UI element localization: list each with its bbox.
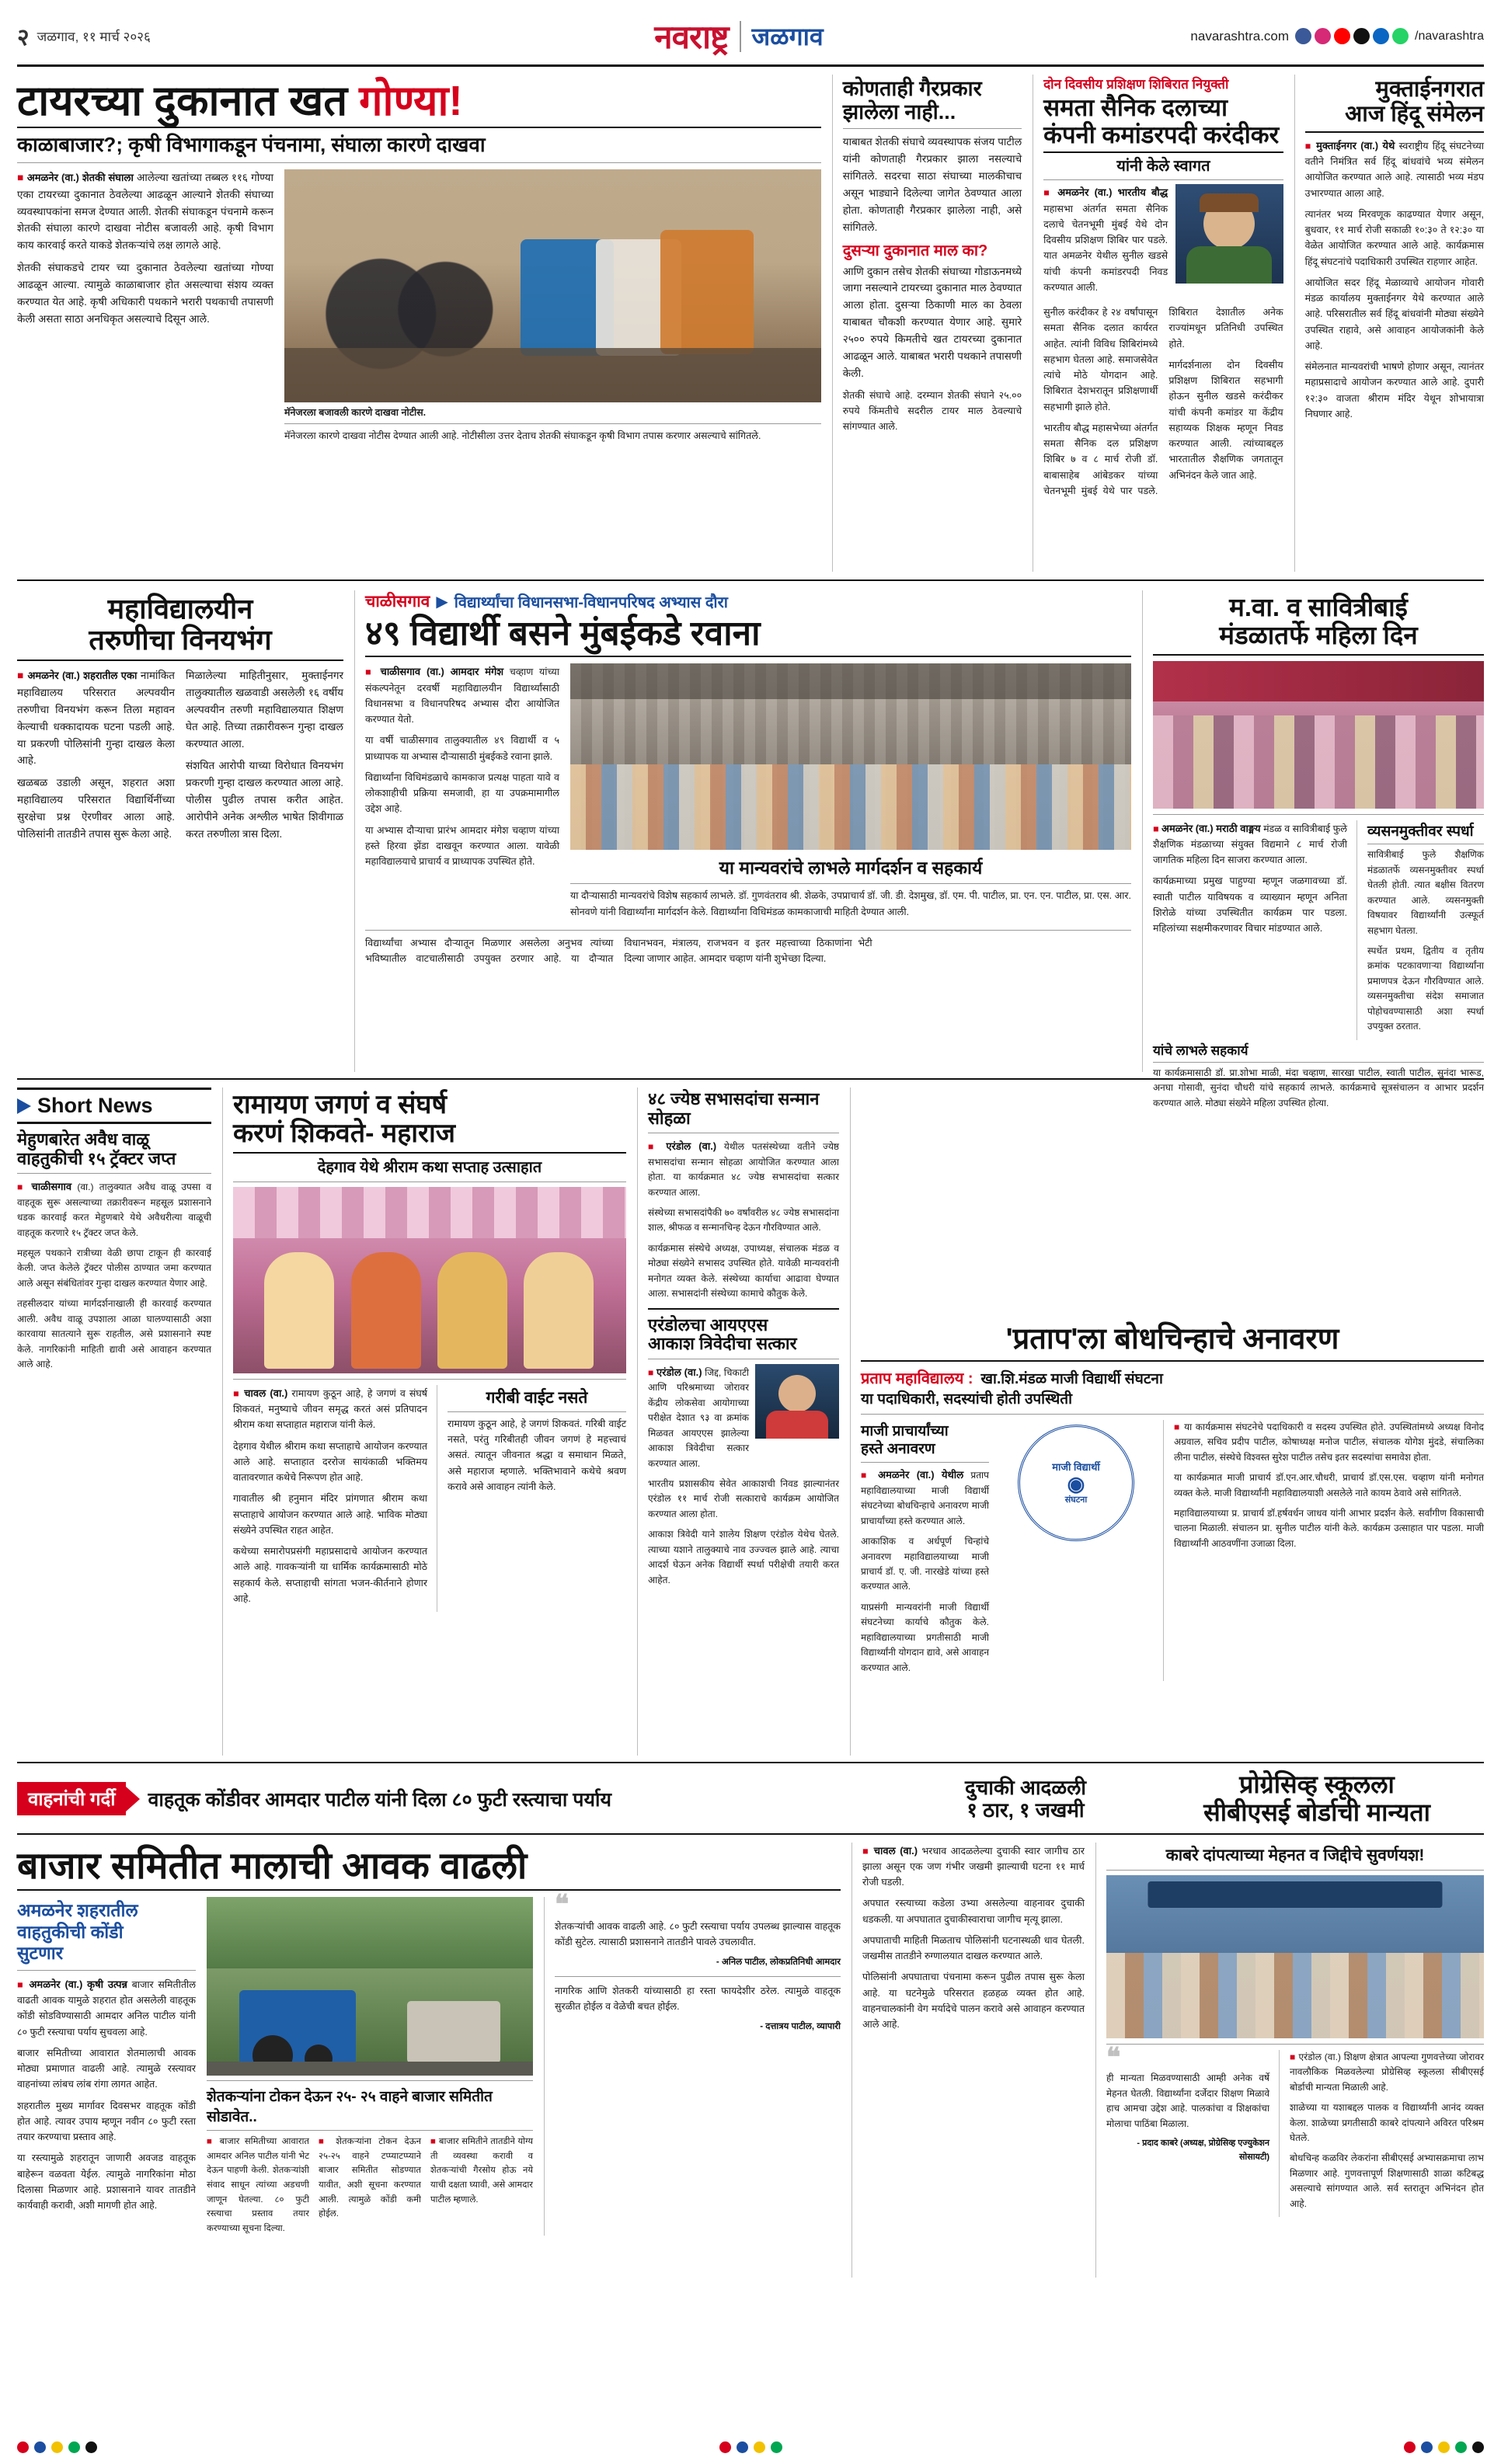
dots-right [1404,2441,1484,2453]
ramayan-headline: रामायण जगणं व संघर्ष करणं शिकवते- महाराज [233,1090,455,1149]
progressive-quote: ❝ ही मान्यता मिळवण्यासाठी आम्ही अनेक वर्षे मेहनत घेतली. विद्यार्थ्यांना दर्जेदार शिक्षण मिळावे हाच आमचा उद्देश आहे. पालकांचा व शिक्षकांचा मोलाचा पाठिंबा मिळाला. - प्रदाद काबरे (अध्यक्ष, प्रोग्रेसिव्ह एज्युकेशन सोसायटी) [1106,2050,1269,2217]
duchaki-p4: पोलिसांनी अपघाताचा पंचनामा करून पुढील तपास सुरू केला आहे. या घटनेमुळे परिसरात हळहळ व्यक्त होत आहे. वाहनचालकांनी वेग मर्यादेचे पालन करावे असे आवाहन करण्यात आले आहे. [862,1972,1085,2031]
short-news-title: Short News [37,1094,153,1117]
edition-name: जळगाव [751,23,824,50]
duchaki-headline: दुचाकी आदळली १ ठार, १ जखमी [964,1775,1087,1822]
banner-arrow-icon [126,1787,140,1811]
shortnews-p2: महसूल पथकाने रात्रीच्या वेळी छापा टाकून ही कारवाई केली. जप्त केलेले ट्रॅक्टर पोलीस ठाण्यात जमा करण्यात आले असून संबंधितांवर गुन्हा दाखल करण्यात येणार आहे. [17,1248,211,1289]
students-p2: या वर्षी चाळीसगाव तालुक्यातील ४९ विद्यार्थी व ५ प्राध्यापक या अभ्यास दौऱ्यासाठी मुंबईकडे रवाना झाले. [365,735,559,762]
pratap-sub-left-1: प्रताप महाविद्यालय : [861,1369,973,1387]
ias-portrait [755,1364,839,1439]
twitter-icon[interactable] [1353,28,1370,44]
bazar-subhead: अमळनेर शहरातील वाहतुकीची कोंडी सुटणार [17,1900,138,1964]
duchaki-p2: अपघात रस्त्याच्या कडेला उभ्या असलेल्या वाहनावर दुचाकी धडकली. या अपघातात दुचाकीस्वाराचा जागीच मृत्यू झाला. [862,1898,1085,1925]
social-handle: /navarashtra [1415,29,1484,43]
progressive-p3: बोधचिन्ह कळविर लेकरांना सीबीएसई अभ्यासक्रमाचा लाभ मिळणार आहे. गुणवत्तापूर्ण शिक्षणासाठी शाळा कटिबद्ध असल्याचे सांगण्यात आले. सर्व स्तरातून अभिनंदन होत आहे. [1290,2153,1484,2209]
bazar-quote-1-author: - अनिल पाटील, लोकप्रतिनिधी आमदार [716,1958,841,1968]
vyasan-head: व्यसनमुक्तीवर स्पर्धा [1367,823,1474,840]
lead-paragraph-2: शेतकी संघाकडचे टायर च्या दुकानात ठेवलेल्या खतांच्या गोण्या आढळून आल्या. त्यामुळे काळाबाजार होत असल्याचा संशय व्यक्त करण्यात येत आहे. कृषी अधिकारी पथकाने भरारी पथकाची तपासणी केली असता साठा अनधिकृत असल्याचे दिसून आले. [17,262,273,325]
progressive-headline: प्रोग्रेसिव्ह स्कूलला सीबीएसई बोर्डाची मान्यता [1203,1770,1430,1826]
ias-p3: आकाश त्रिवेदी याने शालेय शिक्षण एरंडोल येथेच घेतले. त्याच्या यशाने तालुक्याचे नाव उज्ज्वल झाले आहे. त्याचा आदर्श घेऊन अनेक विद्यार्थी स्पर्धा परीक्षेची तयारी करत आहेत. [648,1529,839,1585]
linkedin-icon[interactable] [1373,28,1389,44]
bazar-p4: या रस्त्यामुळे शहरातून जाणारी अवजड वाहतूक बाहेरून वळवता येईल. त्यामुळे नागरिकांना मोठा दिलासा मिळणार आहे. प्रशासनाने यावर तातडीने कार्यवाही करावी, अशी मागणी होत आहे. [17,2153,196,2212]
second-shop-subhead: दुसऱ्या दुकानात माल का? [842,242,988,259]
second-shop-cap: शेतकी संघाचे आहे. दरम्यान शेतकी संघाने २५.०० रुपये किंमतीचे सदरील टायर माल ठेवल्याचे सांगण्यात आले. [842,389,1022,433]
lead-photo-caption: मॅनेजरला बजावली कारणे दाखवा नोटीस. [284,406,427,418]
short-news-header [17,1088,211,1124]
lead-caption-text: मॅनेजरला कारणे दाखवा नोटीस देण्यात आली आहे. नोटीसीला उत्तर देताच शेतकी संघाकडून कृषी विभाग तपास करणार असल्याचे सांगितले. [284,430,761,442]
pratap-p3: याप्रसंगी मान्यवरांनी माजी विद्यार्थी संघटनेच्या कार्याचे कौतुक केले. महाविद्यालयाच्या प्रगतीसाठी माजी विद्यार्थ्यांनी योगदान द्यावे, असे आवाहन करण्यात आले. [861,1601,989,1673]
masthead [17,14,1484,67]
lead-subhead: काळाबाजार?; कृषी विभागाकडून पंचनामा, संघाला कारणे दाखवा [17,132,486,156]
mahila-photo [1153,661,1484,809]
garibi-head: गरीबी वाईट नसते [486,1388,588,1407]
story-ias: एरंडोलचा आयएएस आकाश त्रिवेदीचा सत्कार ■ एरंडोल (वा.) जिद्द, चिकाटी आणि परिश्रमाच्या जोरावर केंद्रीय लोकसेवा आयोगाच्या परीक्षेत देशात ९३ वा क्रमांक मिळवत आयएएस झालेल्या आकाश त्रिवेदीचा सत्कार करण्यात आला. भारतीय प्रशासकीय सेवेत आकाशची निवड झाल्यानंतर एरंडोल ११ मार्च रोजी सत्काराचे कार्यक्रम आयोजित करण्यात आला होता. आकाश त्रिवेदी याने शालेय शिक्षण एरंडोल येथेच घेतले. त्याच्या यशाने तालुक्याचे नाव उज्ज्वल झाले आहे. त्याचा आदर्श घेऊन अनेक विद्यार्थी स्पर्धा परीक्षेची तयारी करत आहेत. [648,1316,839,1588]
story-second-shop [832,75,1022,572]
lead-text-col: ■ अमळनेर (वा.) शेतकी संघाला आलेल्या खतांच्या तब्बल ११६ गोण्या एका टायरच्या दुकानात ठेवलेल्या आढळून आल्याने शेतकी संघाच्या व्यवस्थापकांना समज देण्यात आली. शेतकी संघाकडून पंचनामे करून शेतकी संघाला कारणे दाखवा नोटीस बजावली आहे. कृषी विभाग काय कारवाई करते याकडे शेतकऱ्यांचे लक्ष लागले आहे. शेतकी संघाकडचे टायर च्या दुकानात ठेवलेल्या खतांच्या गोण्या आढळून आल्या. त्यामुळे काळाबाजार होत असल्याचा संशय व्यक्त करण्यात येत आहे. कृषी अधिकारी पथकाने भरारी पथकाची तपासणी केली असता साठा अनधिकृत असल्याचे दिसून आले. [17,169,273,450]
page-number: २ [17,25,30,50]
college-p2: खळबळ उडाली असून, शहरात अशा महाविद्यालय परिसरात विद्यार्थिनींच्या सुरक्षेचा प्रश्न ऐरणीवर आला आहे. पोलिसांनी तातडीने तपास सुरू केला आहे. [17,777,175,840]
students-photo [570,663,1131,850]
bazar-quote-2-author: - दत्तात्रय पाटील, व्यापारी [760,2022,841,2032]
logo-divider [740,21,741,52]
students-photo-caption: या मान्यवरांचे लाभले मार्गदर्शन व सहकार्य [719,858,983,879]
students-kicker-place: चाळीसगाव [365,593,430,611]
bazar-quote-1: ❝ शेतकऱ्यांची आवक वाढली आहे. ८० फुटी रस्त्याचा पर्याय उपलब्ध झाल्यास वाहतूक कोंडी सुटेल. त्यासाठी प्रशासनाने तातडीने पावले उचलावीत. - अनिल पाटील, लोकप्रतिनिधी आमदार [555,1897,841,1969]
social-icons[interactable] [1295,28,1409,44]
samata-p3: भारतीय बौद्ध महासभेच्या अंतर्गत समता सैनिक दल प्रशिक्षण शिबिर ७ व ८ मार्च रोजी डॉ. बाबासाहेब आंबेडकर यांच्या चेतनभूमी मुंबई येथे पार पडले. शिबिरात देशातील अनेक राज्यांमधून प्रतिनिधी उपस्थित होते. [1043,307,1283,496]
progressive-quote-author: - प्रदाद काबरे (अध्यक्ष, प्रोग्रेसिव्ह एज्युकेशन सोसायटी) [1137,2139,1269,2162]
story-pratap: 'प्रताप'ला बोधचिन्हाचे अनावरण प्रताप महाविद्यालय : खा.शि.मंडळ माजी विद्यार्थी संघटना या पदाधिकारी, सदस्यांची होती उपस्थिती माजी प्राचार्यांच्या हस्ते अनावरण ■ अमळनेर (वा.) येथील प्रताप महाविद्यालयाच्या माजी विद्यार्थी संघटनेच्या बोधचिन्हाचे अनावरण माजी प्राचार्यांच्या हस्ते करण्यात आले. आकाशिक व अर्धपूर्ण चिन्हांचे अनावरण महाविद्यालयाच्या माजी प्राचार्य डॉ. ए. जी. नारखेडे यांच्या हस्ते करण्यात आले. याप्रसंगी मान्यवरांनी माजी विद्यार्थी संघटनेच्या कार्याचे कौतुक केले. महाविद्यालयाच्या प्रगतीसाठी माजी विद्यार्थ्यांनी योगदान द्यावे, असे आवाहन करण्यात आले. माजी विद्यार्थी ◉ संघटना ■ या कार्यक्रमास संघटनेचे पदाधिकारी व सदस्य उपस्थित होते. उपस्थितांमध्ये अध्यक्ष विनोद अग्रवाल, सचिव प्रदीप पाटील, कोषाध्यक्ष मनोज पाटील, संचालक योगेश मुंदडे, संचालिका लीना पाटील, संस्थेचे विश्वस्त सुरेश पाटील तसेच इतर सदस्यांचा समावेश होता. या कार्यक्रमात माजी प्राचार्य डॉ.एन.आर.चौधरी, प्राचार्य डॉ.एस.एस. चव्हाण यांनी मनोगत व्यक्त केले. माजी विद्यार्थ्यांनी महाविद्यालयाशी असलेले नाते कायम ठेवावे असे सांगितले. महाविद्यालयाच्या प्र. प्राचार्य डॉ.हर्षवर्धन जाधव यांनी आभार प्रदर्शन केले. सर्वांगीण विकासाची चालना मिळाली. संचालन प्रा. सुनील पाटील यांनी केले. कार्यक्रम उत्साहात पार पडला. माजी विद्यार्थ्यांनी आठवणींना उजाळा दिला. [850,1088,1484,1756]
pratap-p2: आकाशिक व अर्धपूर्ण चिन्हांचे अनावरण महाविद्यालयाच्या माजी प्राचार्य डॉ. ए. जी. नारखेडे यांच्या हस्ते करण्यात आले. [861,1536,989,1592]
story-hindu: मुक्ताईनगरात आज हिंदू संमेलन ■ मुक्ताईनगर (वा.) येथे स्वराष्ट्रीय हिंदू संघटनेच्या वतीने निमंत्रित सर्व हिंदू बांधवांचे भव्य संमेलन आयोजित करण्यात आले आहे. त्यासाठी भव्य मंडप उभारण्यात आला आहे. त्यानंतर भव्य मिरवणूक काढण्यात येणार असून, बुधवार, ११ मार्च रोजी सकाळी १०:३० ते १२:३० या वेळेत आयोजित करण्यात आले आहे. कार्यक्रमास हिंदू संघटनांचे पदाधिकारी उपस्थित राहणार आहेत. आयोजित सदर हिंदू मेळाव्याचे आयोजन गोवारी मंडळ कार्यालय मुक्ताईनगर येथे करण्यात आले आहे. परिसरातील सर्व हिंदू बांधवांनी मोठ्या संख्येने उपस्थित राहावे, असे आवाहन आयोजकांनी केले आहे. संमेलनात मान्यवरांची भाषणे होणार असून, त्यानंतर महाप्रसादाचे आयोजन करण्यात आले आहे. दुपारी १२:३० वाजता श्रीराम मंदिर येथून शोभायात्रा निघणार आहे. [1294,75,1484,572]
banner-tag: वाहनांची गर्दी [17,1782,126,1815]
students-headline: ४९ विद्यार्थी बसने मुंबईकडे रवाना [365,614,761,653]
samata-p2: सुनील करंदीकर हे २४ वर्षांपासून समता सैनिक दलात कार्यरत आहेत. त्यांनी विविध शिबिरांमध्ये सहभाग घेतला आहे. समाजसेवेत त्यांचे मोठे योगदान आहे. शिबिरात देशभरातून प्रशिक्षणार्थी सहभागी झाले होते. [1043,307,1158,412]
college-headline: महाविद्यालयीन तरुणीचा विनयभंग [89,593,272,656]
senior-headline: ४८ ज्येष्ठ सभासदांचा सन्मान सोहळा [648,1089,820,1128]
bazar-quotes [544,1890,841,2236]
story-senior: ४८ ज्येष्ठ सभासदांचा सन्मान सोहळा ■ एरंडोल (वा.) येथील पतसंस्थेच्या वतीने ज्येष्ठ सभासदांचा सन्मान सोहळा आयोजित करण्यात आला होता. या कार्यक्रमात ४८ ज्येष्ठ सभासदांचा सत्कार करण्यात आला. संस्थेच्या सभासदांपैकी ७० वर्षांवरील ४८ ज्येष्ठ सभासदांना शाल, श्रीफळ व सन्मानचिन्ह देऊन गौरविण्यात आले. कार्यक्रमास संस्थेचे अध्यक्ष, उपाध्यक्ष, संचालक मंडळ व मोठ्या संख्येने सभासद उपस्थित होते. यावेळी मान्यवरांनी मनोगत व्यक्त केले. संस्थेच्या कार्याचा आढावा घेण्यात आला. सभासदांनी संस्थेच्या कामाचे कौतुक केले. [648,1090,839,1302]
facebook-icon[interactable] [1295,28,1311,44]
samata-p4: मार्गदर्शनाला दोन दिवसीय प्रशिक्षण शिबिरात सहभागी होऊन सुनील खडसे करंदीकर यांची कंपनी कमांडर या केंद्रीय सहाय्यक शिक्षक म्हणून निवड करण्यात आली. त्यांच्याबद्दल भारतातील शैक्षणिक जगतातून अभिनंदन केले जात आहे. [1168,359,1283,481]
story-mahila: म.वा. व सावित्रीबाई मंडळातर्फे महिला दिन ■ अमळनेर (वा.) मराठी वाङ्मय मंडळ व सावित्रीबाई फुले शैक्षणिक मंडळाच्या संयुक्त विद्यमाने ८ मार्च रोजी जागतिक महिला दिन साजरा करण्यात आला. कार्यक्रमाच्या प्रमुख पाहुण्या म्हणून जळगावच्या डॉ. स्वाती पाटील याविषयक व व्याख्यान म्हणून अनिता शिरोळे यांच्या उपस्थितीत कार्यक्रम पार पडला. महिलांच्या सक्षमीकरणावर विचार मांडण्यात आले. व्यसनमुक्तीवर स्पर्धा सावित्रीबाई फुले शैक्षणिक मंडळातर्फे व्यसनमुक्तीवर स्पर्धा घेतली होती. त्यात बक्षीस वितरण करण्यात आले. व्यसनमुक्ती विषयावर विद्यार्थ्यांनी उत्स्फूर्त सहभाग घेतला. स्पर्धेत प्रथम, द्वितीय व तृतीय क्रमांक पटकावणाऱ्या विद्यार्थ्यांना प्रमाणपत्र देऊन गौरविण्यात आले. व्यसनमुक्तीचा संदेश समाजात पोहोचवण्यासाठी अशा स्पर्धा उपयुक्त ठरतात. यांचे लाभले सहकार्य या कार्यक्रमासाठी डॉ. प्रा.शोभा माळी, मंदा चव्हाण, सारखा पाटील, स्वाती पाटील, सुनंदा भारूड, अनघा गोसावी, सुनंदा चौधरी यांचे सहकार्य लाभले. कार्यक्रमाचे सूत्रसंचालन व आभार प्रदर्शन करण्यात आले. मोठ्या संख्येने महिला उपस्थित होत्या. [1142,590,1484,1072]
masthead-right [1150,28,1484,44]
samata-kicker: दोन दिवसीय प्रशिक्षण शिबिरात नियुक्ती [1043,77,1229,92]
masthead-center [654,14,823,58]
second-shop-subtext: आणि दुकान तसेच शेतकी संघाच्या गोडाऊनमध्ये जागा नसल्याने टायरच्या दुकानात माल ठेवण्यात आला होता. दुसऱ्या ठिकाणी माल का ठेवला याबाबत चौकशी करण्यात येणार आहे. सुमारे २५०० रुपये किमतीचे खत टायरच्या दुकानात आढळून आले. याबाबत भरारी पथकाने तपासणी केली. [842,265,1022,379]
lead-story [17,75,821,572]
shortnews-p3: तहसीलदार यांच्या मार्गदर्शनाखाली ही कारवाई करण्यात आली. अवैध वाळू उपशाला आळा घालण्यासाठी अशा कारवाया सातत्याने सुरू राहतील, असे प्रशासनाने स्पष्ट केले. नागरिकांनी माहिती द्यावी असे आवाहन करण्यात आले आहे. [17,1298,211,1370]
students-kicker-rest: विद्यार्थ्यांचा विधानसभा-विधानपरिषद अभ्यास दौरा [454,593,728,611]
samata-subhead: यांनी केले स्वागत [1116,158,1210,176]
short-news-block: Short News मेहुणबारेत अवैध वाळू वाहतुकीची १५ ट्रॅक्टर जप्त ■ चाळीसगाव (वा.) तालुक्यात अवैध वाळू उपसा व वाहतूक सुरू असल्याच्या तक्रारीवरून महसूल प्रशासनाने धडक कारवाई करत मेहुणबारे येथे अवैधरीत्या वाळूची वाहतूक करणारे १५ ट्रॅक्टर जप्त केले. महसूल पथकाने रात्रीच्या वेळी छापा टाकून ही कारवाई केली. जप्त केलेले ट्रॅक्टर पोलीस ठाण्यात जमा करण्यात आले असून संबंधितांवर गुन्हा दाखल करण्यात येणार आहे. तहसीलदार यांच्या मार्गदर्शनाखाली ही कारवाई करण्यात आली. अवैध वाळू उपशाला आळा घालण्यासाठी अशा कारवाया सातत्याने सुरू राहतील, असे प्रशासनाने स्पष्ट केले. नागरिकांनी माहिती द्यावी असे आवाहन करण्यात आले आहे. [17,1088,211,1756]
vyasan-p1: सावित्रीबाई फुले शैक्षणिक मंडळातर्फे व्यसनमुक्तीवर स्पर्धा घेतली होती. त्यात बक्षीस वितरण करण्यात आले. व्यसनमुक्ती विषयावर विद्यार्थ्यांनी उत्स्फूर्त सहभाग घेतला. [1367,849,1484,936]
pratap-sub-left-2: खा.शि.मंडळ माजी विद्यार्थी संघटना [980,1370,1163,1387]
senior-p2: संस्थेच्या सभासदांपैकी ७० वर्षांवरील ४८ ज्येष्ठ सभासदांना शाल, श्रीफळ व सन्मानचिन्ह देऊन गौरविण्यात आले. [648,1207,839,1234]
bazar-caption-head: शेतकऱ्यांना टोकन देऊन २५- २५ वाहने बाजार समितीत सोडावेत.. [207,2089,493,2126]
samata-photo [1175,184,1283,284]
hindu-headline: मुक्ताईनगरात आज हिंदू संमेलन [1345,77,1484,127]
students-tail: विद्यार्थ्यांचा अभ्यास दौऱ्यातून मिळणार असलेला अनुभव त्यांच्या भविष्यातील वाटचालीसाठी उपयुक्त ठरणार आहे. या दौऱ्यात विधानभवन, मंत्रालय, राजभवन व इतर महत्त्वाच्या ठिकाणांना भेटी दिल्या जाणार आहेत. आमदार चव्हाण यांनी शुभेच्छा दिल्या. [365,937,872,965]
ramayan-subhead: देहगाव येथे श्रीराम कथा सप्ताह उत्साहात [317,1158,542,1176]
vyasan-p2: स्पर्धेत प्रथम, द्वितीय व तृतीय क्रमांक पटकावणाऱ्या विद्यार्थ्यांना प्रमाणपत्र देऊन गौरविण्यात आले. व्यसनमुक्तीचा संदेश समाजात पोहोचवण्यासाठी अशा स्पर्धा उपयुक्त ठरतात. [1367,945,1484,1032]
publication-logo: नवराष्ट्र [654,19,729,55]
story-ramayan: रामायण जगणं व संघर्ष करणं शिकवते- महाराज देहगाव येथे श्रीराम कथा सप्ताह उत्साहात ■ चावल (वा.) रामायण कुठून आहे, हे जगणं व संघर्ष शिकवतं, मनुष्याचे जीवन समृद्ध करतं असं प्रतिपादन श्रीराम कथा सप्ताहात महाराज यांनी केलं. देहगाव येथील श्रीराम कथा सप्ताहाचे आयोजन करण्यात आले आहे. सप्ताहात दररोज सायंकाळी भक्तिमय वातावरणात कथेचे निरूपण होत आहे. गावातील श्री हनुमान मंदिर प्रांगणात श्रीराम कथा सप्ताहाचे आयोजन करण्यात आले आहे. भाविक मोठ्या संख्येने उपस्थित राहत आहेत. कथेच्या समारोपप्रसंगी महाप्रसादाचे आयोजन करण्यात आले आहे. गावकऱ्यांनी या धार्मिक कार्यक्रमासाठी मोठे सहकार्य केले. सप्ताहाची सांगता भजन-कीर्तनाने होणार आहे. गरीबी वाईट नसते रामायण कुठून आहे, हे जगणं शिकवतं. गरिबी वाईट नसते, परंतु गरिबीतही जीवन जगणं हे महत्त्वाचं असतं. त्यातून जीवनात श्रद्धा व समाधान मिळते, असे महाराज म्हणाले. भक्तिभावाने कथेचे श्रवण करावे असे आवाहन त्यांनी केले. [222,1088,626,1756]
ramayan-p2: देहगाव येथील श्रीराम कथा सप्ताहाचे आयोजन करण्यात आले आहे. सप्ताहात दररोज सायंकाळी भक्तिमय वातावरणात कथेचे निरूपण होत आहे. [233,1440,427,1484]
story-bazar: बाजार समितीत मालाची आवक वाढली अमळनेर शहरातील वाहतुकीची कोंडी सुटणार ■ अमळनेर (वा.) कृषी उत्पन्न बाजार समितीतील वाढती आवक यामुळे शहरात होत असलेली वाहतूक कोंडी सोडविण्यासाठी आमदार अनिल पाटील यांनी ८० फुटी रस्त्याचा पर्याय सुचवला आहे. बाजार समितीच्या आवारात शेतमालाची आवक मोठ्या प्रमाणात वाढली आहे. त्यामुळे रस्त्यावर वाहनांच्या लांबच लांब रांगा लागत आहेत. शहरातील मुख्य मार्गावर दिवसभर वाहतूक कोंडी होत आहे. त्यावर उपाय म्हणून नवीन ८० फुटी रस्ता तयार करण्याचा प्रस्ताव आहे. या रस्त्यामुळे शहरातून जाणारी अवजड वाहतूक बाहेरून वळवता येईल. त्यामुळे नागरिकांना मोठा दिलासा मिळणार आहे. प्रशासनाने यावर तातडीने कार्यवाही करावी, अशी मागणी होत आहे. शेतकऱ्यांना टोकन देऊन २५- २५ वाहने बाजार समितीत सोडावेत.. ■ बाजार समितीच्या आवारात आमदार अनिल पाटील यांनी भेट देऊन पाहणी केली. शेतकऱ्यांशी संवाद साधून त्यांच्या अडचणी जाणून घेतल्या. ८० फुटी रस्त्याचा प्रस्ताव तयार करण्याच्या सूचना दिल्या. ■ शेतकऱ्यांना टोकन देऊन २५-२५ वाहने टप्प्याटप्प्याने बाजार समितीत सोडण्यात यावीत, अशी सूचना करण्यात आली. त्यामुळे कोंडी कमी होईल. ■ बाजार समितीने तातडीने योग्य ती व्यवस्था करावी व शेतकऱ्यांची गैरसोय होऊ नये याची दक्षता घ्यावी, असे आमदार पाटील म्हणाले. ❝ शेतकऱ्यांची आवक वाढली आहे. ८० फुटी रस्त्याचा पर्याय उपलब्ध झाल्यास वाहतूक कोंडी सुटेल. त्यासाठी प्रशासनाने तातडीने पावले उचलावीत. - अनिल पाटील, लोकप्रतिनिधी आमदार नागरिक आणि शेतकरी यांच्यासाठी हा रस्ता फायदेशीर ठरेल. त्यामुळे वाहतूक सुरळीत होईल व वेळेची बचत होईल. - दत्तात्रय पाटील, व्यापारी [17,1843,841,2278]
college-p3: मिळालेल्या माहितीनुसार, मुक्ताईनगर तालुक्यातील खळवाडी असलेली १६ वर्षीय अल्पवयीन तरुणी महाविद्यालयात शिक्षण घेत आहे. तिच्या तक्रारीवरून गुन्हा दाखल करण्यात आला. [186,670,343,750]
ramayan-p4: कथेच्या समारोपप्रसंगी महाप्रसादाचे आयोजन करण्यात आले आहे. गावकऱ्यांनी या धार्मिक कार्यक्रमासाठी मोठे सहकार्य केले. सप्ताहाची सांगता भजन-कीर्तनाने होणार आहे. [233,1546,427,1604]
story-progressive: काबरे दांपत्याच्या मेहनत व जिद्दीचे सुवर्णयश! ❝ ही मान्यता मिळवण्यासाठी आम्ही अनेक वर्षे मेहनत घेतली. विद्यार्थ्यांना दर्जेदार शिक्षण मिळावे हाच आमचा उद्देश आहे. पालकांचा व शिक्षकांचा मोलाचा पाठिंबा मिळाला. - प्रदाद काबरे (अध्यक्ष, प्रोग्रेसिव्ह एज्युकेशन सोसायटी) ■ एरंडोल (वा.) शिक्षण क्षेत्रात आपल्या गुणवत्तेच्या जोरावर नावलौकिक मिळवलेल्या प्रोग्रेसिव्ह स्कूलला सीबीएसई बोर्डाची मान्यता मिळाली आहे. शाळेच्या या यशाबद्दल पालक व विद्यार्थ्यांनी आनंद व्यक्त केला. शाळेच्या प्रगतीसाठी काबरे दांपत्याने अविरत परिश्रम घेतले. बोधचिन्ह कळविर लेकरांना सीबीएसई अभ्यासक्रमाचा लाभ मिळणार आहे. गुणवत्तापूर्ण शिक्षणासाठी शाळा कटिबद्ध असल्याचे सांगण्यात आले. सर्व स्तरातून अभिनंदन होत आहे. [1095,1843,1484,2278]
ramayan-p3: गावातील श्री हनुमान मंदिर प्रांगणात श्रीराम कथा सप्ताहाचे आयोजन करण्यात आले आहे. भाविक मोठ्या संख्येने उपस्थित राहत आहेत. [233,1493,427,1536]
lead-headline: टायरच्या दुकानात खत गोण्या! [17,78,463,124]
progressive-p2: शाळेच्या या यशाबद्दल पालक व विद्यार्थ्यांनी आनंद व्यक्त केला. शाळेच्या प्रगतीसाठी काबरे दांपत्याने अविरत परिश्रम घेतले. [1290,2102,1484,2144]
bottom-banner [17,1771,1484,1827]
bazar-quote-2: नागरिक आणि शेतकरी यांच्यासाठी हा रस्ता फायदेशीर ठरेल. त्यामुळे वाहतूक सुरळीत होईल व वेळेची बचत होईल. - दत्तात्रय पाटील, व्यापारी [555,1983,841,2034]
pratap-right-p3: महाविद्यालयाच्या प्र. प्राचार्य डॉ.हर्षवर्धन जाधव यांनी आभार प्रदर्शन केले. सर्वांगीण विकासाची चालना मिळाली. संचालन प्रा. सुनील पाटील यांनी केले. कार्यक्रम उत्साहात पार पडला. माजी विद्यार्थ्यांनी आठवणींना उजाळा दिला. [1174,1507,1484,1549]
story-students: चाळीसगाव ▶ विद्यार्थ्यांचा विधानसभा-विधानपरिषद अभ्यास दौरा ४९ विद्यार्थी बसने मुंबईकडे रवाना ■ चाळीसगाव (वा.) आमदार मंगेश चव्हाण यांच्या संकल्पनेतून दरवर्षी महाविद्यालयीन विद्यार्थ्यांसाठी विधानसभा व विधानपरिषद अभ्यास दौरा आयोजित करण्यात येतो. या वर्षी चाळीसगाव तालुक्यातील ४९ विद्यार्थी व ५ प्राध्यापक या अभ्यास दौऱ्यासाठी मुंबईकडे रवाना झाले. विद्यार्थ्यांना विधिमंडळाचे कामकाज प्रत्यक्ष पाहता यावे व लोकशाहीची प्रक्रिया समजावी, हा या उपक्रमामागील उद्देश आहे. या अभ्यास दौऱ्याचा प्रारंभ आमदार मंगेश चव्हाण यांच्या हस्ते हिरवा झेंडा दाखवून करण्यात आला. यावेळी महाविद्यालयाचे प्राचार्य व प्राध्यापक उपस्थित होते. या मान्यवरांचे लाभले मार्गदर्शन व सहकार्य या दौऱ्यासाठी मान्यवरांचे विशेष सहकार्य लाभले. डॉ. गुणवंतराव श्री. शेळके, उपप्राचार्य डॉ. जी. डी. देशमुख, डॉ. एम. पी. पाटील, प्रा. एन. एन. पाटील, प्रा. एस. आर. सोनवणे यांनी विद्यार्थ्यांना मार्गदर्शन केले. विद्यार्थ्यांना विधिमंडळ कामकाजाची माहिती देण्यात आली. विद्यार्थ्यांचा अभ्यास दौऱ्यातून मिळणार असलेला अनुभव त्यांच्या भविष्यातील वाटचालीसाठी उपयुक्त ठरणार आहे. या दौऱ्यात विधानभवन, मंत्रालय, राजभवन व इतर महत्त्वाच्या ठिकाणांना भेटी दिल्या जाणार आहेत. आमदार चव्हाण यांनी शुभेच्छा दिल्या. [354,590,1131,1072]
emblem-logo: माजी विद्यार्थी ◉ संघटना [1018,1425,1134,1541]
story-college: महाविद्यालयीन तरुणीचा विनयभंग ■ अमळनेर (वा.) शहरातील एका नामांकित महाविद्यालय परिसरात अल्पवयीन तरुणीचा विनयभंग करून तिला महावन केल्याची धक्कादायक घटना पडली आहे. या प्रकरणी पोलिसांनी गुन्हा दाखल केला आहे. खळबळ उडाली असून, शहरात अशा महाविद्यालय परिसरात विद्यार्थिनींच्या सुरक्षेचा प्रश्न ऐरणीवर आला आहे. पोलिसांनी तातडीने तपास सुरू केला आहे. मिळालेल्या माहितीनुसार, मुक्ताईनगर तालुक्यातील खळवाडी असलेली १६ वर्षीय अल्पवयीन तरुणी महाविद्यालयात शिक्षण घेत आहे. तिच्या तक्रारीवरून गुन्हा दाखल करण्यात आला. संशयित आरोपी याच्या विरोधात विनयभंग प्रकरणी गुन्हा दाखल करण्यात आला आहे. पोलीस पुढील तपास करीत आहेत. आरोपीने अनेक अश्लील भाषेत शिवीगाळ करत तरुणीला त्रास दिला. [17,590,343,1072]
bazar-photo [207,1897,533,2076]
duchaki-p3: अपघाताची माहिती मिळताच पोलिसांनी घटनास्थळी धाव घेतली. जखमीस तातडीने रुग्णालयात दाखल करण्यात आले. [862,1934,1085,1962]
second-shop-text: याबाबत शेतकी संघाचे व्यवस्थापक संजय पाटील यांनी कोणताही गैरप्रकार झाला नसल्याचे सांगितले. सदरचा साठा संघाच्या मालकीचाच असून भाड्याने दिलेल्या जागेत ठेवण्यात आला होता. कोणताही गैरप्रकार झालेला नाही, असे सांगितले. [842,136,1022,233]
progressive-subhead: काबरे दांपत्याच्या मेहनत व जिद्दीचे सुवर्णयश! [1165,1846,1425,1864]
garibi-text: रामायण कुठून आहे, हे जगणं शिकवतं. गरिबी वाईट नसते, परंतु गरिबीतही जीवन जगणं हे महत्त्वाचं असतं. त्यातून जीवनात श्रद्धा व समाधान मिळते, असे महाराज म्हणाले. भक्तिभावाने कथेचे श्रवण करावे असे आवाहन त्यांनी केले. [448,1418,626,1492]
story-samata: दोन दिवसीय प्रशिक्षण शिबिरात नियुक्ती समता सैनिक दलाच्या कंपनी कमांडरपदी करंदीकर यांनी केले स्वागत ■ अमळनेर (वा.) भारतीय बौद्ध महासभा अंतर्गत समता सैनिक दलाचे चेतनभूमी मुंबई येथे दोन दिवसीय प्रशिक्षण शिबिर पार पडले. यात अमळनेर येथील सुनील खडसे यांची कंपनी कमांडरपदी निवड करण्यात आली. सुनील करंदीकर हे २४ वर्षांपासून समता सैनिक दलात कार्यरत आहेत. त्यांनी विविध शिबिरांमध्ये सहभाग घेतला आहे. समाजसेवेत त्यांचे मोठे योगदान आहे. शिबिरात देशभरातून प्रशिक्षणार्थी सहभागी झाले होते. भारतीय बौद्ध महासभेच्या अंतर्गत समता सैनिक दल प्रशिक्षण शिबिर ७ व ८ मार्च रोजी डॉ. बाबासाहेब आंबेडकर यांच्या चेतनभूमी मुंबई येथे पार पडले. शिबिरात देशातील अनेक राज्यांमधून प्रतिनिधी उपस्थित होते. मार्गदर्शनाला दोन दिवसीय प्रशिक्षण शिबिरात सहभागी होऊन सुनील खडसे करंदीकर यांची कंपनी कमांडर या केंद्रीय सहाय्यक शिक्षक म्हणून निवड करण्यात आली. त्यांच्याबद्दल भारतातील शैक्षणिक जगतातून अभिनंदन केले जात आहे. [1033,75,1283,572]
dots-left [17,2441,97,2453]
shortnews-headline: मेहुणबारेत अवैध वाळू वाहतुकीची १५ ट्रॅक्टर जप्त [17,1129,176,1168]
students-p4: या अभ्यास दौऱ्याचा प्रारंभ आमदार मंगेश चव्हाण यांच्या हस्ते हिरवा झेंडा दाखवून करण्यात आला. यावेळी महाविद्यालयाचे प्राचार्य व प्राध्यापक उपस्थित होते. [365,824,559,868]
mahila-headline: म.वा. व सावित्रीबाई मंडळातर्फे महिला दिन [1219,593,1418,650]
instagram-icon[interactable] [1315,28,1331,44]
mahila-p2: कार्यक्रमाच्या प्रमुख पाहुण्या म्हणून जळगावच्या डॉ. स्वाती पाटील याविषयक व व्याख्यान म्हणून अनिता शिरोळे यांच्या उपस्थितीत कार्यक्रम पार पडला. महिलांच्या सक्षमीकरणावर विचार मांडण्यात आले. [1153,875,1347,934]
dots-center [719,2441,782,2453]
story-duchaki: ■ चावल (वा.) भरधाव आदळलेल्या दुचाकी स्वार जागीच ठार झाला असून एक जण गंभीर जखमी झाल्याची घटना ११ मार्च रोजी घडली. अपघात रस्त्याच्या कडेला उभ्या असलेल्या वाहनावर दुचाकी धडकली. या अपघातात दुचाकीस्वाराचा जागीच मृत्यू झाला. अपघाताची माहिती मिळताच पोलिसांनी घटनास्थळी धाव घेतली. जखमीस तातडीने रुग्णालयात दाखल करण्यात आले. पोलिसांनी अपघाताचा पंचनामा करून पुढील तपास सुरू केला आहे. या घटनेमुळे परिसरात हळहळ व्यक्त होत आहे. वाहनचालकांनी वेग मर्यादेचे पालन करावे असे आवाहन करण्यात आले आहे. [851,1843,1085,2278]
pratap-side-head: माजी प्राचार्यांच्या हस्ते अनावरण [861,1422,949,1457]
ramayan-photo [233,1187,626,1373]
pratap-headline: 'प्रताप'ला बोधचिन्हाचे अनावरण [1005,1323,1339,1356]
pratap-sub-left-3: या पदाधिकारी, सदस्यांची होती उपस्थिती [861,1390,1072,1408]
hindu-p4: संमेलनात मान्यवरांची भाषणे होणार असून, त्यानंतर महाप्रसादाचे आयोजन करण्यात आले आहे. दुपारी १२:३० वाजता श्रीराम मंदिर येथून शोभायात्रा निघणार आहे. [1304,361,1484,419]
students-caption-text: या दौऱ्यासाठी मान्यवरांचे विशेष सहकार्य लाभले. डॉ. गुणवंतराव श्री. शेळके, उपप्राचार्य डॉ. जी. डी. देशमुख, डॉ. एम. पी. पाटील, प्रा. एन. एन. पाटील, प्रा. एस. आर. सोनवणे यांनी विद्यार्थ्यांना मार्गदर्शन केले. विद्यार्थ्यांना विधिमंडळ कामकाजाची माहिती देण्यात आली. [570,890,1131,917]
story-vyasan [1356,820,1484,1040]
college-p4: संशयित आरोपी याच्या विरोधात विनयभंग प्रकरणी गुन्हा दाखल करण्यात आला आहे. पोलीस पुढील तपास करीत आहेत. आरोपीने अनेक अश्लील भाषेत शिवीगाळ करत तरुणीला त्रास दिला. [186,760,343,840]
hindu-p3: आयोजित सदर हिंदू मेळाव्याचे आयोजन गोवारी मंडळ कार्यालय मुक्ताईनगर येथे करण्यात आले आहे. परिसरातील सर्व हिंदू बांधवांनी मोठ्या संख्येने उपस्थित राहावे, असे आवाहन आयोजकांनी केले आहे. [1304,277,1484,351]
banner-text: वाहतूक कोंडीवर आमदार पाटील यांनी दिला ८० फुटी रस्त्याचा पर्याय [148,1788,611,1811]
masthead-date: जळगाव, ११ मार्च २०२६ [37,30,151,44]
column-senior-ias [637,1088,839,1756]
lead-photo [284,169,821,402]
hindu-p2: त्यानंतर भव्य मिरवणूक काढण्यात येणार असून, बुधवार, ११ मार्च रोजी सकाळी १०:३० ते १२:३० या वेळेत आयोजित करण्यात आले आहे. कार्यक्रमास हिंदू संघटनांचे पदाधिकारी उपस्थित राहणार आहेत. [1304,208,1484,267]
play-icon [17,1098,31,1114]
youtube-icon[interactable] [1334,28,1350,44]
bazar-p3: शहरातील मुख्य मार्गावर दिवसभर वाहतूक कोंडी होत आहे. त्यावर उपाय म्हणून नवीन ८० फुटी रस्ता तयार करण्याचा प्रस्ताव आहे. [17,2100,196,2143]
masthead-left [17,20,328,52]
progressive-photo [1106,1875,1484,2038]
pratap-right-p2: या कार्यक्रमात माजी प्राचार्य डॉ.एन.आर.चौधरी, प्राचार्य डॉ.एस.एस. चव्हाण यांनी मनोगत व्यक्त केले. माजी विद्यार्थ्यांनी महाविद्यालयाशी असलेले नाते कायम ठेवावे असे सांगितले. [1174,1472,1484,1498]
ias-p2: भारतीय प्रशासकीय सेवेत आकाशची निवड झाल्यानंतर एरंडोल ११ मार्च रोजी सत्काराचे कार्यक्रम आयोजित करण्यात आला होता. [648,1477,839,1519]
bazar-headline: बाजार समितीत मालाची आवक वाढली [17,1845,528,1887]
lead-photo-block [284,169,821,450]
vyasan-subhead: यांचे लाभले सहकार्य [1153,1042,1249,1058]
website-url: navarashtra.com [1190,28,1290,44]
vyasan-subtext: या कार्यक्रमासाठी डॉ. प्रा.शोभा माळी, मंदा चव्हाण, सारखा पाटील, स्वाती पाटील, सुनंदा भारूड, अनघा गोसावी, सुनंदा चौधरी यांचे सहकार्य लाभले. कार्यक्रमाचे सूत्रसंचालन व आभार प्रदर्शन करण्यात आले. मोठ्या संख्येने महिला उपस्थित होत्या. [1153,1067,1484,1108]
senior-p3: कार्यक्रमास संस्थेचे अध्यक्ष, उपाध्यक्ष, संचालक मंडळ व मोठ्या संख्येने सभासद उपस्थित होते. यावेळी मान्यवरांनी मनोगत व्यक्त केले. संस्थेच्या कार्याचा आढावा घेण्यात आला. सभासदांनी संस्थेच्या कामाचे कौतुक केले. [648,1242,839,1300]
ias-headline: एरंडोलचा आयएएस आकाश त्रिवेदीचा सत्कार [648,1314,797,1354]
bazar-p2: बाजार समितीच्या आवारात शेतमालाची आवक मोठ्या प्रमाणात वाढली आहे. त्यामुळे रस्त्यावर वाहनांच्या लांबच लांब रांगा लागत आहेत. [17,2047,196,2090]
students-p3: विद्यार्थ्यांना विधिमंडळाचे कामकाज प्रत्यक्ष पाहता यावे व लोकशाहीची प्रक्रिया समजावी, हा या उपक्रमामागील उद्देश आहे. [365,771,559,815]
footer-registration-marks [17,2441,1484,2453]
whatsapp-icon[interactable] [1392,28,1409,44]
second-shop-headline: कोणताही गैरप्रकार झालेला नाही... [842,77,982,124]
samata-headline: समता सैनिक दलाच्या कंपनी कमांडरपदी करंदीकर [1043,94,1280,148]
